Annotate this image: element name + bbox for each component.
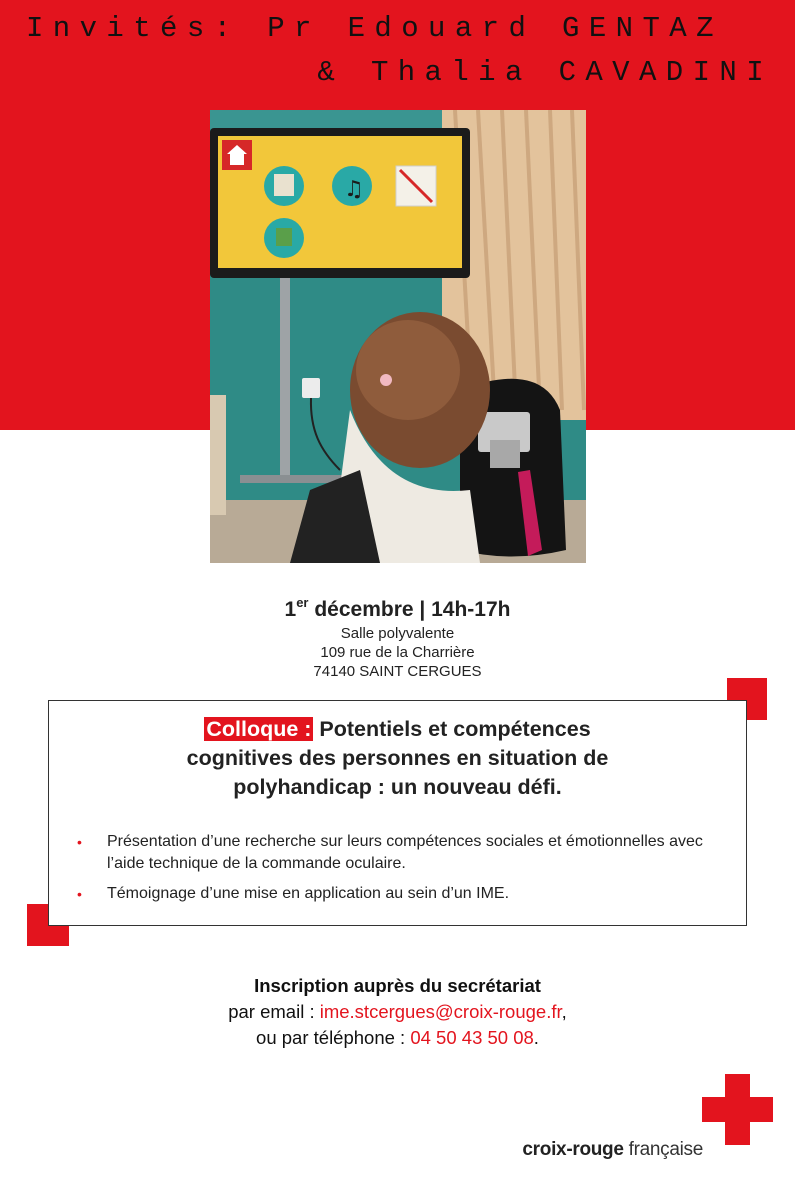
registration-email-line bbox=[0, 999, 795, 1025]
registration-info bbox=[0, 972, 795, 1051]
phone-suffix: . bbox=[533, 1027, 539, 1048]
brand-wordmark-light: française bbox=[623, 1139, 703, 1160]
bullet-icon: • bbox=[77, 886, 82, 902]
colloque-title-line3: polyhandicap : un nouveau défi. bbox=[233, 775, 562, 799]
red-cross-logo-icon bbox=[702, 1074, 773, 1145]
event-date-day: 1 bbox=[284, 598, 297, 621]
colloque-title-part1: Potentiels et compétences bbox=[313, 717, 591, 741]
event-street: 109 rue de la Charrière bbox=[320, 644, 475, 661]
colloque-title-line1 bbox=[49, 715, 746, 744]
registration-title: Inscription auprès du secrétariat bbox=[254, 975, 541, 996]
phone-link[interactable]: 04 50 43 50 08 bbox=[410, 1027, 534, 1048]
registration-phone-line bbox=[0, 1025, 795, 1051]
guests-heading-line1: Invités: Pr Edouard GENTAZ bbox=[26, 12, 723, 45]
email-suffix: , bbox=[561, 1001, 567, 1022]
event-photo bbox=[210, 110, 586, 563]
svg-text:♫: ♫ bbox=[344, 177, 364, 202]
email-label: par email : bbox=[228, 1001, 320, 1022]
event-info bbox=[0, 590, 795, 681]
bullet-text: Témoignage d’une mise en application au sein d’un IME. bbox=[107, 885, 510, 902]
colloque-tag: Colloque : bbox=[206, 717, 312, 741]
event-date-ordinal: er bbox=[296, 595, 309, 610]
phone-label: ou par téléphone : bbox=[256, 1027, 411, 1048]
event-venue: Salle polyvalente bbox=[340, 625, 455, 642]
colloque-title bbox=[49, 715, 746, 802]
brand-wordmark-bold: croix-rouge bbox=[522, 1139, 624, 1160]
event-date-rest: décembre | 14h-17h bbox=[308, 598, 511, 621]
eye-tracking-photo-illustration bbox=[210, 110, 586, 563]
bullet-icon: • bbox=[77, 834, 82, 850]
brand-wordmark bbox=[522, 1139, 703, 1161]
event-date-time bbox=[0, 590, 795, 624]
colloque-bullet-list bbox=[77, 831, 717, 913]
list-item bbox=[77, 831, 717, 875]
colloque-box bbox=[48, 700, 747, 926]
bullet-text: Présentation d’une recherche sur leurs compétences sociales et émotionnelles avec l’aide technique de la commande oculaire. bbox=[107, 833, 703, 872]
colloque-title-line2: cognitives des personnes en situation de bbox=[186, 746, 609, 770]
email-link[interactable]: ime.stcergues@croix-rouge.fr bbox=[319, 1001, 562, 1022]
guests-heading-line2: & Thalia CAVADINI bbox=[317, 56, 773, 89]
list-item bbox=[77, 883, 717, 905]
event-city: 74140 SAINT CERGUES bbox=[313, 663, 482, 680]
